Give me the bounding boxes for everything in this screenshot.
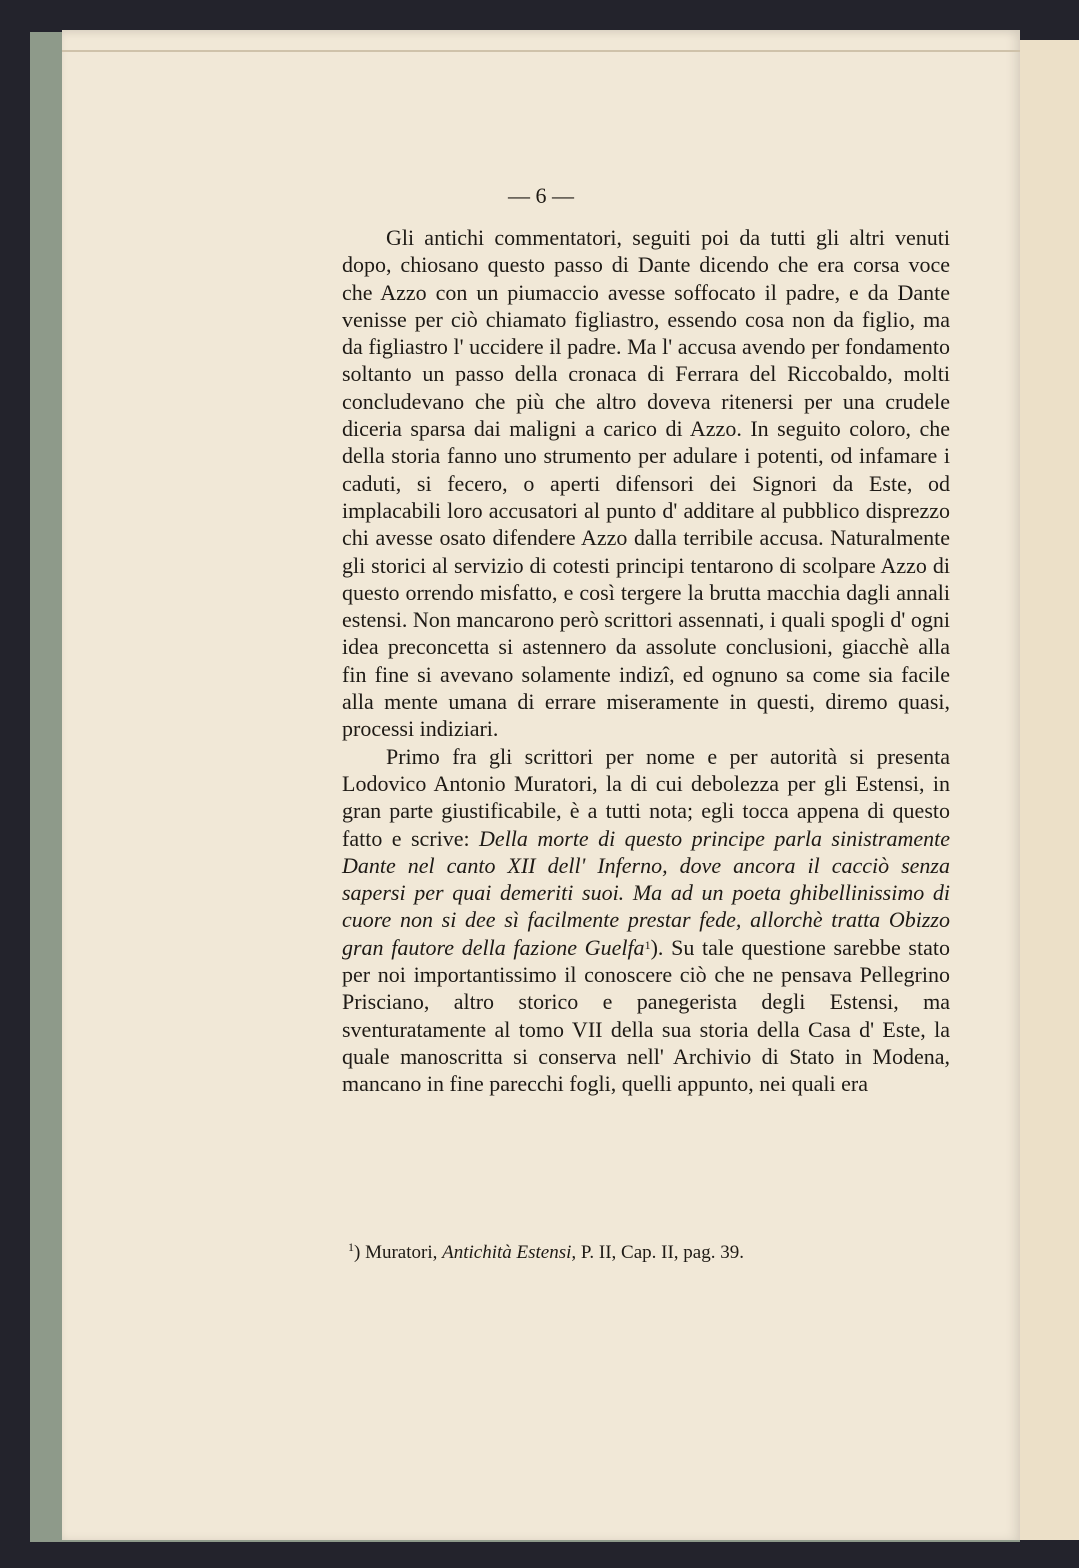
- book-page: [62, 30, 1020, 1540]
- muratori-quote: Della morte di questo principe parla sinistramente Dante nel canto XII dell' Inferno, dove ancora il cacciò senza sapersi per quai demeriti suoi. Ma ad un poeta ghibellinissimo di cuore non si dee sì facilmente prestar fede, allorchè tratta Obizzo gran fautore della fazione Guelfa: [342, 825, 950, 960]
- footnote-reference: 1: [644, 937, 651, 952]
- paragraph-2-continuation: ). Su tale questione sarebbe stato per noi importantissimo il conoscere ciò che ne pensava Pellegrino Prisciano, altro storico e panegerista degli Estensi, ma sventuratamente al tomo VII della sua storia della Casa d' Este, la quale manoscritta si conserva nell' Archivio di Stato in Modena, mancano in fine parecchi fogli, quelli appunto, nei quali era: [342, 934, 950, 1097]
- paragraph-2: [342, 743, 950, 1098]
- footnote-lead: ) Muratori,: [354, 1242, 443, 1263]
- paragraph-1: Gli antichi commentatori, seguiti poi da tutti gli altri venuti dopo, chiosano questo passo di Dante dicendo che era corsa voce che Azzo con un piumaccio avesse soffocato il padre, e da Dante venisse per ciò chiamato figliastro, essendo cosa non da figlio, ma da figliastro l' uccidere il padre. Ma l' accusa avendo per fondamento soltanto un passo della cronaca di Ferrara del Riccobaldo, molti concludevano che più che altro doveva ritenersi per una crudele diceria sparsa dai maligni a carico di Azzo. In seguito coloro, che della storia fanno uno strumento per adulare i potenti, od infamare i caduti, si fecero, o aperti difensori dei Signori da Este, od implacabili loro accusatori al punto d' additare al pubblico disprezzo chi avesse osato difendere Azzo dalla terribile accusa. Naturalmente gli storici al servizio di cotesti principi tentarono di scolpare Azzo di questo orrendo misfatto, e così tergere la brutta macchia dagli annali estensi. Non mancarono però scrittori assennati, i quali spogli d' ogni idea preconcetta si astennero da assolute conclusioni, giacchè alla fin fine si avevano solamente indizî, ed ognuno sa come sia facile alla mente umana di errare miseramente in questi, diremo quasi, processi indiziari.: [342, 225, 950, 742]
- footnote-marker: 1: [348, 1240, 354, 1254]
- paragraph-2-intro: Primo fra gli scrittori per nome e per autorità si presenta Lodovico Antonio Muratori, la di cui debolezza per gli Estensi, in gran parte giustificabile, è a tutti nota; egli tocca appena di questo fatto e scrive:: [342, 743, 950, 851]
- footnote-rest: P. II, Cap. II, pag. 39.: [576, 1242, 744, 1263]
- main-text: [342, 224, 950, 1098]
- page-number: — 6 —: [508, 183, 574, 208]
- footnote: [348, 1242, 956, 1264]
- footnote-title: Antichità Estensi,: [442, 1242, 577, 1263]
- facing-page-edge: [1016, 40, 1079, 1540]
